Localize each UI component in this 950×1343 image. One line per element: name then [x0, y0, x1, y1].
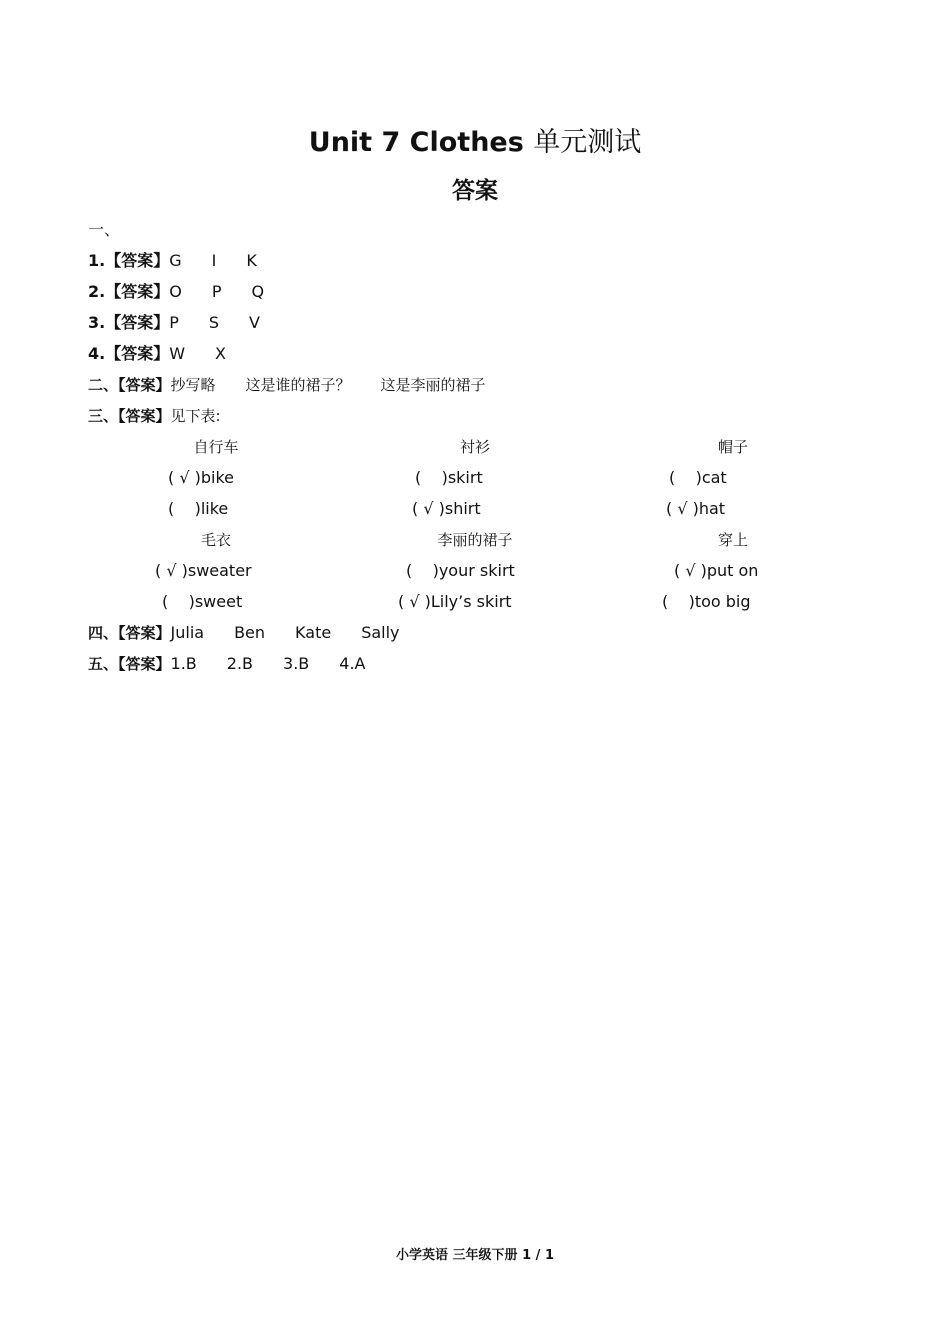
- option-word: hat: [698, 499, 726, 518]
- answer: P: [169, 313, 179, 332]
- group-header-bike: 自行车: [193, 438, 239, 456]
- answer: 3.B: [283, 654, 310, 673]
- option-word: sweater: [187, 561, 252, 580]
- group-header-sweater: 毛衣: [200, 531, 232, 549]
- section2-text: 抄写略: [170, 376, 216, 394]
- option-mark: ( √ ): [666, 499, 699, 518]
- answer: O: [169, 282, 182, 301]
- option-mark: ( ): [406, 561, 439, 580]
- section3-heading: [88, 406, 221, 426]
- option-mark: ( √ ): [155, 561, 188, 580]
- answer: S: [208, 313, 220, 332]
- title-english: Unit 7 Clothes: [308, 127, 524, 158]
- answer: X: [215, 344, 227, 363]
- answer: G: [169, 251, 182, 270]
- option-bike: [168, 468, 234, 488]
- document-title: [0, 120, 950, 159]
- section-prefix: 二、【答案】: [88, 376, 171, 394]
- section5: [88, 654, 365, 674]
- answer: Q: [251, 282, 265, 301]
- option-mark: ( ): [415, 468, 448, 487]
- answer: P: [211, 282, 222, 301]
- section2: [88, 375, 486, 395]
- answer: 2.B: [226, 654, 254, 673]
- option-like: [168, 499, 228, 519]
- section-prefix: 五、【答案】: [88, 655, 171, 673]
- option-shirt: [412, 499, 481, 519]
- option-mark: ( ): [669, 468, 702, 487]
- option-hat: [666, 499, 725, 519]
- page-separator: /: [535, 1248, 541, 1263]
- answer: W: [169, 344, 186, 363]
- section2-question-2: 这是李丽的裙子: [380, 376, 486, 394]
- option-your-skirt: [406, 561, 515, 581]
- option-word: cat: [701, 468, 727, 487]
- option-mark: ( √ ): [398, 592, 431, 611]
- option-mark: ( √ ): [412, 499, 445, 518]
- group-header-shirt: 衬衫: [459, 438, 491, 456]
- section3-text: 见下表:: [170, 407, 221, 425]
- section1-item-1: [88, 251, 257, 271]
- answer: V: [249, 313, 260, 332]
- option-sweet: [162, 592, 242, 612]
- section1-item-3: [88, 313, 260, 333]
- item-prefix: 2.【答案】: [88, 282, 170, 301]
- answer: Ben: [234, 623, 266, 642]
- option-word: skirt: [447, 468, 483, 487]
- item-prefix: 4.【答案】: [88, 344, 170, 363]
- option-word: bike: [200, 468, 234, 487]
- answer: Julia: [170, 623, 205, 642]
- option-mark: ( √ ): [674, 561, 707, 580]
- option-put-on: [674, 561, 758, 581]
- option-cat: [669, 468, 727, 488]
- answer: 1.B: [170, 654, 197, 673]
- group-header-put-on: 穿上: [717, 531, 749, 549]
- option-mark: ( ): [662, 592, 695, 611]
- option-lily-skirt: [398, 592, 512, 612]
- item-prefix: 1.【答案】: [88, 251, 170, 270]
- answer: Kate: [295, 623, 332, 642]
- item-prefix: 3.【答案】: [88, 313, 170, 332]
- option-mark: ( √ ): [168, 468, 201, 487]
- option-word: sweet: [194, 592, 243, 611]
- answer: Sally: [361, 623, 400, 642]
- section1-item-4: [88, 344, 226, 364]
- footer-text: 小学英语 三年级下册: [396, 1248, 518, 1263]
- section-prefix: 三、【答案】: [88, 407, 171, 425]
- section1-item-2: [88, 282, 264, 302]
- option-word: shirt: [444, 499, 481, 518]
- section-prefix: 四、【答案】: [88, 624, 171, 642]
- answer: K: [246, 251, 257, 270]
- option-mark: ( ): [168, 499, 201, 518]
- answer: I: [211, 251, 217, 270]
- group-header-lily-skirt: 李丽的裙子: [437, 531, 513, 549]
- option-word: too big: [694, 592, 751, 611]
- option-sweater: [155, 561, 252, 581]
- document-subtitle: 答案: [452, 178, 498, 204]
- group-header-hat: 帽子: [717, 438, 749, 456]
- option-mark: ( ): [162, 592, 195, 611]
- option-word: like: [200, 499, 229, 518]
- page-number: 1: [522, 1248, 532, 1263]
- section2-question-1: 这是谁的裙子？: [245, 376, 351, 394]
- section4: [88, 623, 400, 643]
- page-total: 1: [544, 1248, 554, 1263]
- option-word: put on: [706, 561, 759, 580]
- option-too-big: [662, 592, 751, 612]
- option-skirt: [415, 468, 483, 488]
- option-word: Lily’s skirt: [430, 592, 512, 611]
- answer: 4.A: [339, 654, 366, 673]
- option-word: your skirt: [438, 561, 515, 580]
- page-footer: [0, 1244, 950, 1263]
- title-chinese: 单元测试: [533, 127, 642, 158]
- section1-heading: 一、: [88, 220, 121, 239]
